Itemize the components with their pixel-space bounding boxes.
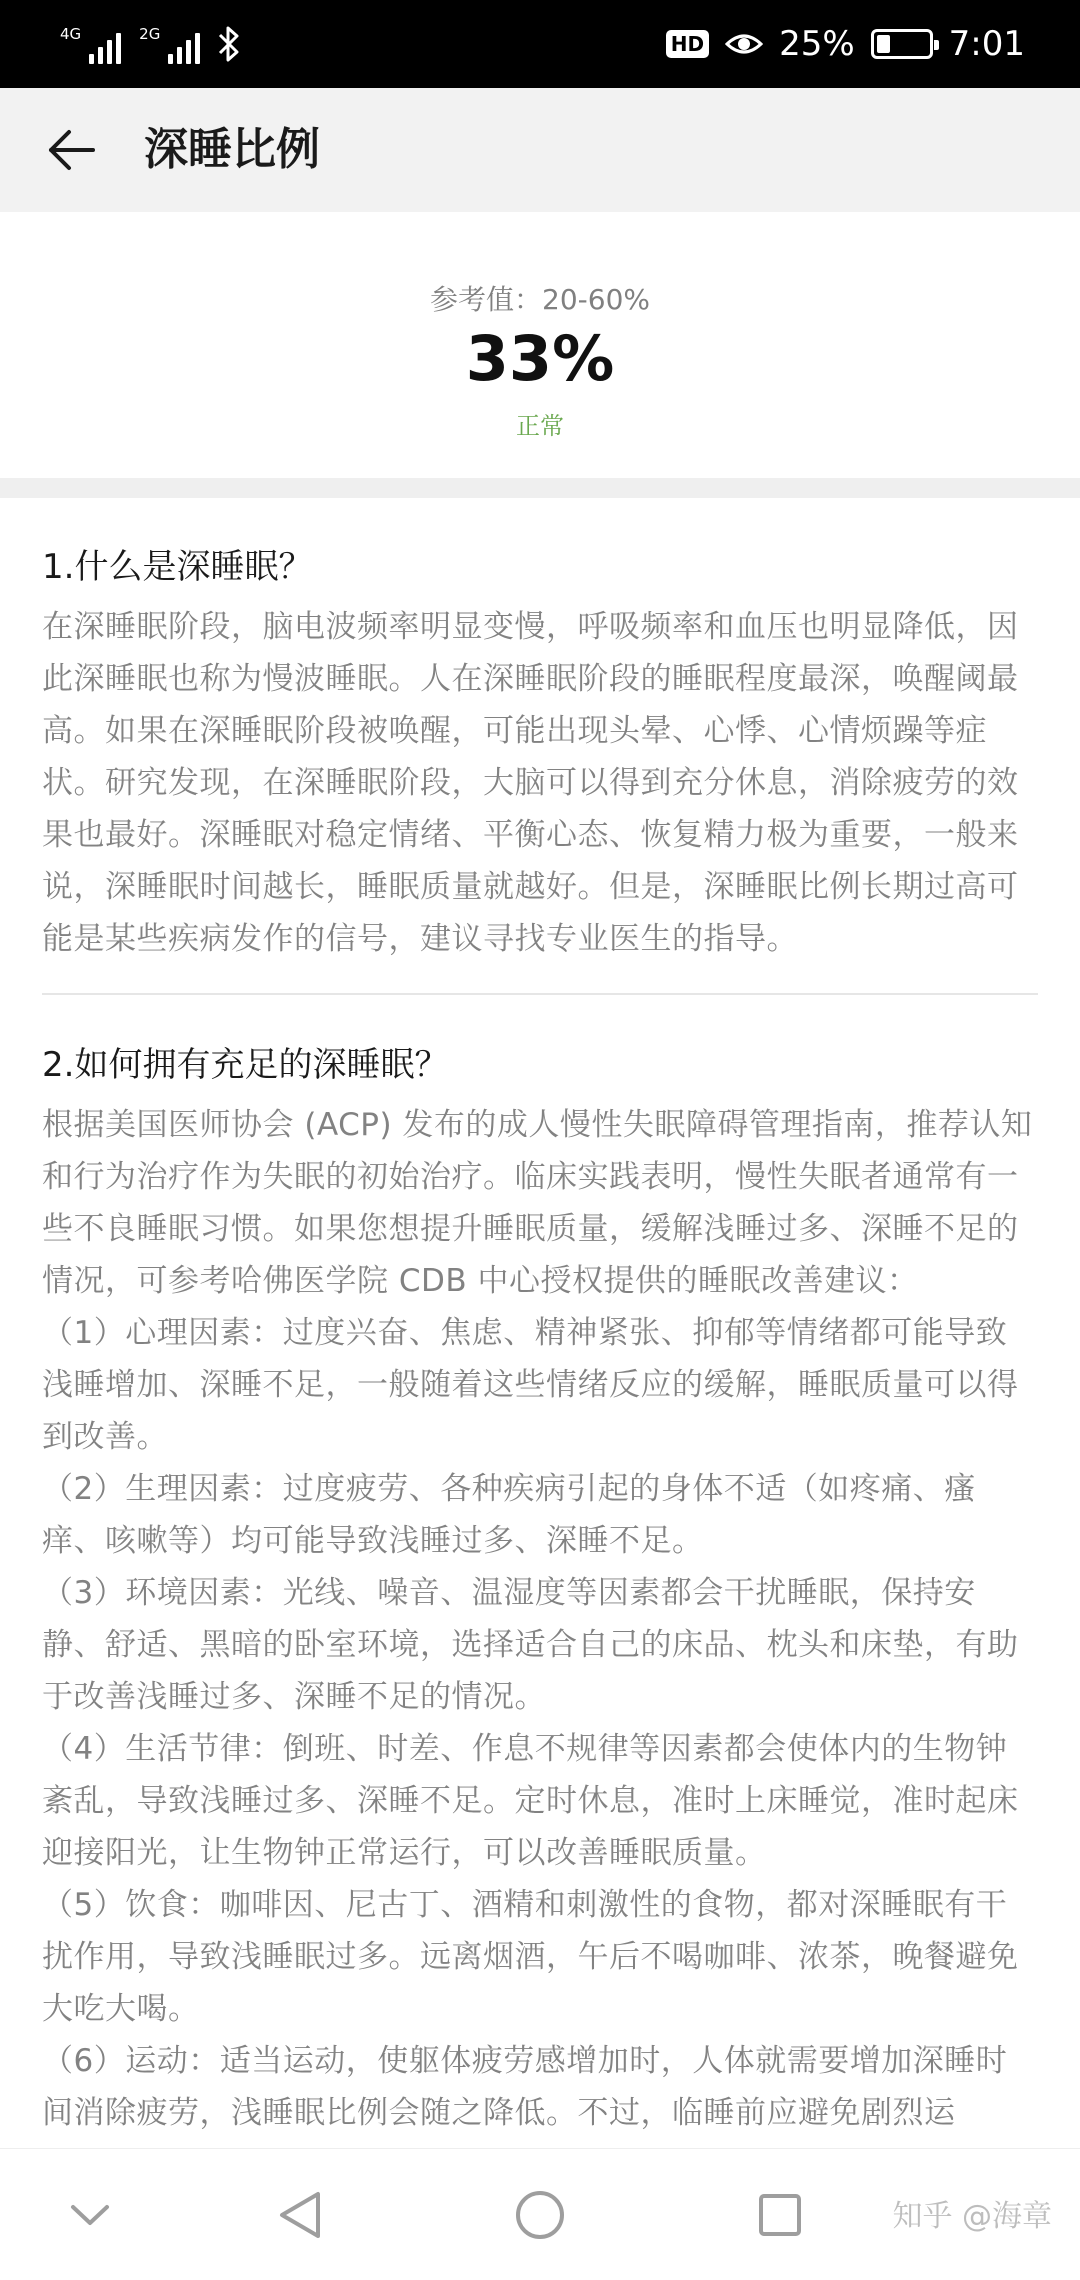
status-bar (0, 0, 1080, 88)
signal-icon (139, 24, 200, 64)
nav-home-button[interactable] (504, 2179, 576, 2251)
reference-range: 参考值：20-60% (430, 283, 650, 316)
battery-icon (871, 29, 933, 59)
deep-sleep-ratio-value: 33% (465, 322, 615, 395)
list-item: （2）生理因素：过度疲劳、各种疾病引起的身体不适（如疼痛、瘙痒、咳嗽等）均可能导致浅睡过多、深睡不足。 (42, 1471, 976, 1559)
bluetooth-icon (218, 26, 240, 62)
arrow-left-icon (47, 128, 97, 172)
nav-recents-button[interactable] (744, 2179, 816, 2251)
deep-sleep-summary (0, 212, 1080, 478)
divider (42, 993, 1038, 995)
sim2-label: 2G (139, 25, 161, 43)
battery-percent: 25% (779, 24, 855, 64)
recents-square-icon (757, 2192, 803, 2238)
article-content (42, 498, 1038, 2139)
sim1-label: 4G (60, 25, 82, 43)
section-title: 1.什么是深睡眠？ (42, 547, 313, 587)
status-badge: 正常 (516, 412, 564, 440)
home-circle-icon (514, 2189, 566, 2241)
chevron-down-icon (70, 2203, 110, 2227)
section-body: 在深睡眠阶段，脑电波频率明显变慢，呼吸频率和血压也明显降低，因此深睡眠也称为慢波睡眠。人在深睡眠阶段的睡眠程度最深，唤醒阈最高。如果在深睡眠阶段被唤醒，可能出现头晕、心悸、心情烦躁等症状。研究发现，在深睡眠阶段，大脑可以得到充分休息，消除疲劳的效果也最好。深睡眠对稳定情绪、平衡心态、恢复精力极为重要，一般来说，深睡眠时间越长，睡眠质量就越好。但是，深睡眠比例长期过高可能是某些疾病发作的信号，建议寻找专业医生的指导。 (42, 609, 1019, 957)
status-left (60, 18, 240, 70)
list-item: （6）运动：适当运动，使躯体疲劳感增加时，人体就需要增加深睡时间消除疲劳，浅睡眠比例会随之降低。不过，临睡前应避免剧烈运 (42, 2043, 1008, 2131)
list-item: （1）心理因素：过度兴奋、焦虑、精神紧张、抑郁等情绪都可能导致浅睡增加、深睡不足，一般随着这些情绪反应的缓解，睡眠质量可以得到改善。 (42, 1315, 1019, 1455)
list-item: （5）饮食：咖啡因、尼古丁、酒精和刺激性的食物，都对深睡眠有干扰作用，导致浅睡眠过多。远离烟酒，午后不喝咖啡、浓茶，晚餐避免大吃大喝。 (42, 1887, 1019, 2027)
hide-keyboard-button[interactable] (54, 2179, 126, 2251)
back-button[interactable] (36, 114, 108, 186)
section-separator (0, 478, 1080, 498)
list-item: （4）生活节律：倒班、时差、作息不规律等因素都会使体内的生物钟紊乱，导致浅睡过多、深睡不足。定时休息，准时上床睡觉，准时起床迎接阳光，让生物钟正常运行，可以改善睡眠质量。 (42, 1731, 1019, 1871)
watermark: 知乎 @海章 (892, 2199, 1052, 2234)
eye-comfort-icon (725, 31, 763, 57)
navigation-bar (0, 2148, 1080, 2280)
signal-icon (60, 24, 121, 64)
section-intro: 根据美国医师协会 (ACP) 发布的成人慢性失眠障碍管理指南，推荐认知和行为治疗作为失眠的初始治疗。临床实践表明，慢性失眠者通常有一些不良睡眠习惯。如果您想提升睡眠质量，缓解浅睡过多、深睡不足的情况，可参考哈佛医学院 CDB 中心授权提供的睡眠改善建议： (42, 1107, 1033, 1299)
section-title: 2.如何拥有充足的深睡眠？ (42, 1045, 449, 1085)
battery-level (877, 35, 890, 53)
clock: 7:01 (948, 24, 1025, 64)
back-triangle-icon (278, 2190, 322, 2240)
page-title: 深睡比例 (144, 124, 320, 175)
status-right (666, 16, 1025, 72)
hd-icon: HD (666, 30, 709, 58)
nav-back-button[interactable] (264, 2179, 336, 2251)
list-item: （3）环境因素：光线、噪音、温湿度等因素都会干扰睡眠，保持安静、舒适、黑暗的卧室环境，选择适合自己的床品、枕头和床垫，有助于改善浅睡过多、深睡不足的情况。 (42, 1575, 1019, 1715)
top-app-bar (0, 88, 1080, 212)
